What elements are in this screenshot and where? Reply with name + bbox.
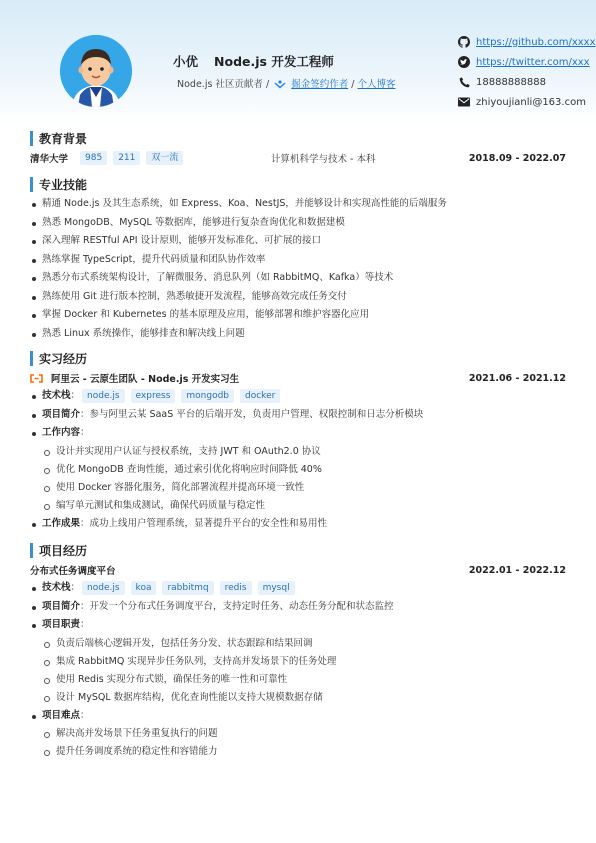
phone-icon [458,76,470,88]
intro-text: 参与阿里云某 SaaS 平台的后端开发，负责用户管理、权限控制和日志分析模块 [89,408,424,420]
colon: ： [80,517,90,529]
section-heading: 项目经历 [39,543,88,558]
project-section [30,541,566,761]
label: 工作成果 [42,517,81,529]
skill-item: 熟悉 MongoDB、MySQL 等数据库，能够进行复杂查询优化和数据建模 [30,214,566,233]
section-title-education [30,129,566,147]
stack-tag: redis [220,581,252,595]
section-title-internship [30,349,566,367]
email-icon [458,96,470,108]
stack-tag: koa [131,581,157,595]
label: 项目简介 [42,408,81,420]
internship-work-list [30,443,566,515]
project-title: 分布式任务调度平台 [30,566,116,577]
contact-email [458,92,596,112]
section-bar [30,177,33,192]
internship-result [30,515,566,534]
phone-number: 18888888888 [476,76,546,88]
education-row [30,149,566,167]
email-address: zhiyoujianli@163.com [476,96,586,108]
internship-intro [30,406,566,425]
education-period: 2018.09 - 2022.07 [468,152,566,164]
resume-header [30,0,596,125]
label: 项目难点 [42,709,81,721]
section-bar [30,131,33,146]
identity-separator: / [351,79,355,90]
contact-twitter [458,52,596,72]
contact-github [458,32,596,52]
internship-stack [30,387,566,406]
github-link[interactable]: https://github.com/xxxx [476,36,596,48]
section-bar [30,351,33,366]
colon: ： [80,600,90,612]
stack-tag: node.js [82,389,125,403]
colon: ： [80,709,90,721]
skill-item: 掌握 Docker 和 Kubernetes 的基本原理及应用，能够部署和维护容器化应用 [30,306,566,325]
contact-phone [458,72,596,92]
github-icon [458,36,470,48]
intro-text: 开发一个分布式任务调度平台，支持定时任务、动态任务分配和状态监控 [89,600,394,612]
aliyun-icon [30,374,43,383]
work-item: 编写单元测试和集成测试，确保代码质量与稳定性 [30,497,566,515]
colon: ： [80,408,90,420]
school-name: 清华大学 [30,154,69,165]
internship-result-list [30,515,566,534]
skills-list [30,195,566,343]
section-title-skills [30,175,566,193]
duty-item: 设计 MySQL 数据库结构，优化查询性能以支持大规模数据存储 [30,689,566,707]
internship-title: 阿里云 - 云原生团队 - Node.js 开发实习生 [51,374,240,385]
skill-item: 精通 Node.js 及其生态系统，如 Express、Koa、NestJS，并能够设计和实现高性能的后端服务 [30,195,566,214]
stack-tag: mongodb [181,389,234,403]
internship-header-row [30,369,566,387]
major-degree: 计算机科学与技术 - 本科 [271,154,376,165]
project-difficulty [30,707,566,726]
result-text: 成功上线用户管理系统，显著提升平台的安全性和易用性 [89,517,328,529]
contact-list [458,32,596,112]
skill-item: 熟练使用 Git 进行版本控制，熟悉敏捷开发流程，能够高效完成任务交付 [30,288,566,307]
duty-item: 使用 Redis 实现分布式锁，确保任务的唯一性和可靠性 [30,671,566,689]
avatar [60,35,132,107]
project-difficulty-list [30,725,566,761]
difficulty-item: 解决高并发场景下任务重复执行的问题 [30,725,566,743]
internship-period: 2021.06 - 2021.12 [468,372,566,384]
project-duty-list [30,635,566,707]
work-item: 使用 Docker 容器化服务，简化部署流程并提高环境一致性 [30,479,566,497]
project-period: 2022.01 - 2022.12 [468,564,566,576]
label: 项目简介 [42,600,81,612]
twitter-link[interactable]: https://twitter.com/xxx [476,56,590,68]
section-heading: 教育背景 [39,131,88,146]
project-detail-list [30,579,566,635]
work-item: 设计并实现用户认证与授权系统，支持 JWT 和 OAuth2.0 协议 [30,443,566,461]
section-heading: 实习经历 [39,351,88,366]
internship-work [30,424,566,443]
label: 技术栈 [42,390,71,401]
twitter-icon [458,56,470,68]
difficulty-item: 提升任务调度系统的稳定性和容错能力 [30,743,566,761]
stack-tag: express [131,389,176,403]
work-item: 优化 MongoDB 查询性能，通过索引优化将响应时间降低 40% [30,461,566,479]
identity-line [177,76,396,92]
colon: ： [80,619,90,630]
label: 技术栈 [42,582,71,593]
skills-section [30,175,566,343]
job-title: Node.js 开发工程师 [214,54,334,69]
skill-item: 深入理解 RESTful API 设计原则，能够开发标准化、可扩展的接口 [30,232,566,251]
project-difficulty-label-list [30,707,566,726]
stack-tag: mysql [258,581,295,595]
duty-item: 负责后端核心逻辑开发，包括任务分发、状态跟踪和结果回调 [30,635,566,653]
community-label: Node.js 社区贡献者 / [177,79,270,90]
juejin-link[interactable]: 掘金签约作者 [291,79,349,90]
juejin-icon [274,79,286,92]
project-duty [30,616,566,635]
skill-item: 熟悉 Linux 系统操作，能够排查和解决线上问题 [30,325,566,344]
section-title-project [30,541,566,559]
stack-tag: rabbitmq [162,581,213,595]
stack-tag: node.js [82,581,125,595]
section-heading: 专业技能 [39,177,88,192]
school-tag: 211 [113,151,140,165]
skill-item: 熟练掌握 TypeScript，提升代码质量和团队协作效率 [30,251,566,270]
school-tag: 双一流 [146,151,183,165]
education-section [30,129,566,167]
internship-detail-list [30,387,566,443]
school-tag: 985 [80,151,107,165]
colon: ： [70,582,81,593]
stack-tag: docker [240,389,280,403]
project-stack [30,579,566,598]
project-header-row [30,561,566,579]
project-intro [30,598,566,617]
section-bar [30,543,33,558]
internship-section [30,349,566,533]
label: 工作内容 [42,427,81,438]
colon: ： [70,390,81,401]
duty-item: 集成 RabbitMQ 实现异步任务队列，支持高并发场景下的任务处理 [30,653,566,671]
colon: ： [80,427,90,438]
name-title-line [173,52,334,70]
candidate-name: 小优 [173,54,199,69]
label: 项目职责 [42,619,81,630]
blog-link[interactable]: 个人博客 [357,79,396,90]
skill-item: 熟悉分布式系统架构设计，了解微服务、消息队列（如 RabbitMQ、Kafka）等技术 [30,269,566,288]
